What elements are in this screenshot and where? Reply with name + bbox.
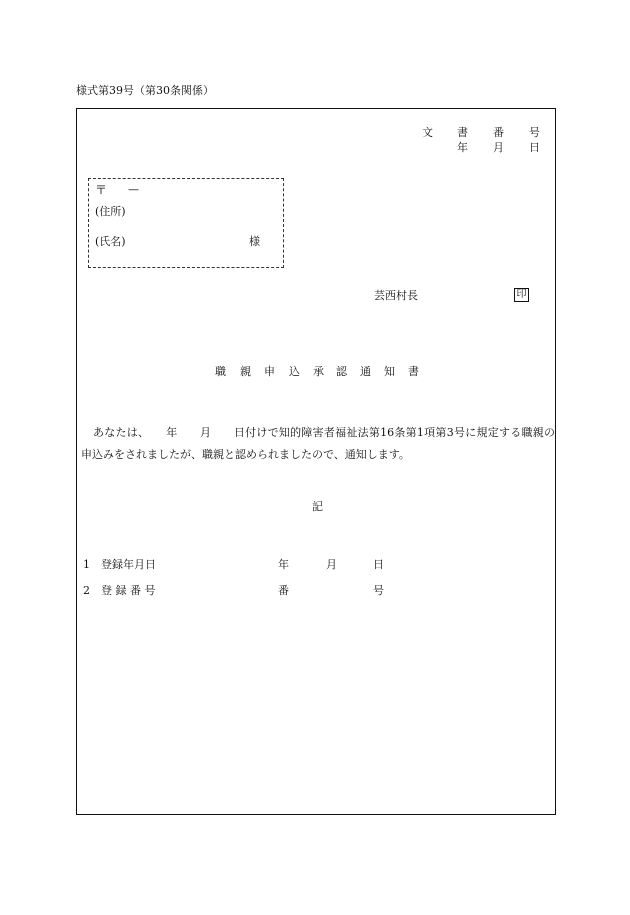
doc-title-char-7: 通 xyxy=(360,365,371,378)
item-1-day: 日 xyxy=(373,558,384,571)
date-day: 日 xyxy=(529,141,540,154)
doc-title-char-8: 知 xyxy=(384,365,395,378)
address-label: (住所) xyxy=(95,205,126,218)
item-2-ban: 番 xyxy=(278,584,289,597)
seal-mark: 印 xyxy=(514,288,529,302)
doc-number-char-4: 号 xyxy=(529,126,540,139)
item-1-year: 年 xyxy=(278,558,289,571)
postal-mark: 〒 xyxy=(95,183,108,197)
date-year: 年 xyxy=(457,141,468,154)
item-1-number: 1 xyxy=(83,558,90,571)
date-month: 月 xyxy=(493,141,504,154)
item-1-label: 登録年月日 xyxy=(101,558,156,571)
name-label: (氏名) xyxy=(95,235,126,248)
form-id: 様式第39号（第30条関係） xyxy=(76,84,214,97)
notice-body: あなたは、 年 月 日付けで知的障害者福祉法第16条第1項第3号に規定する職親の申込みをされましたが、職親と認められましたので、通知します。 xyxy=(81,426,555,461)
doc-number-char-3: 番 xyxy=(493,126,504,139)
doc-number-char-1: 文 xyxy=(422,126,433,139)
issuer-title: 芸西村長 xyxy=(374,289,418,302)
postal-dash: — xyxy=(128,183,139,196)
item-2-label: 登 録 番 号 xyxy=(101,584,156,597)
honorific: 様 xyxy=(249,235,260,248)
doc-title-char-9: 書 xyxy=(408,365,419,378)
ki-heading: 記 xyxy=(312,500,323,513)
doc-number-char-2: 書 xyxy=(457,126,468,139)
recipient-address-box xyxy=(88,178,284,268)
doc-title-char-1: 職 xyxy=(215,365,226,378)
doc-title-char-6: 認 xyxy=(336,365,347,378)
doc-title-char-5: 承 xyxy=(313,365,324,378)
item-2-number: 2 xyxy=(83,584,90,597)
item-2-go: 号 xyxy=(373,584,384,597)
doc-title-char-4: 込 xyxy=(289,365,300,378)
doc-title-char-3: 申 xyxy=(264,365,275,378)
doc-title-char-2: 親 xyxy=(240,365,251,378)
item-1-month: 月 xyxy=(326,558,337,571)
